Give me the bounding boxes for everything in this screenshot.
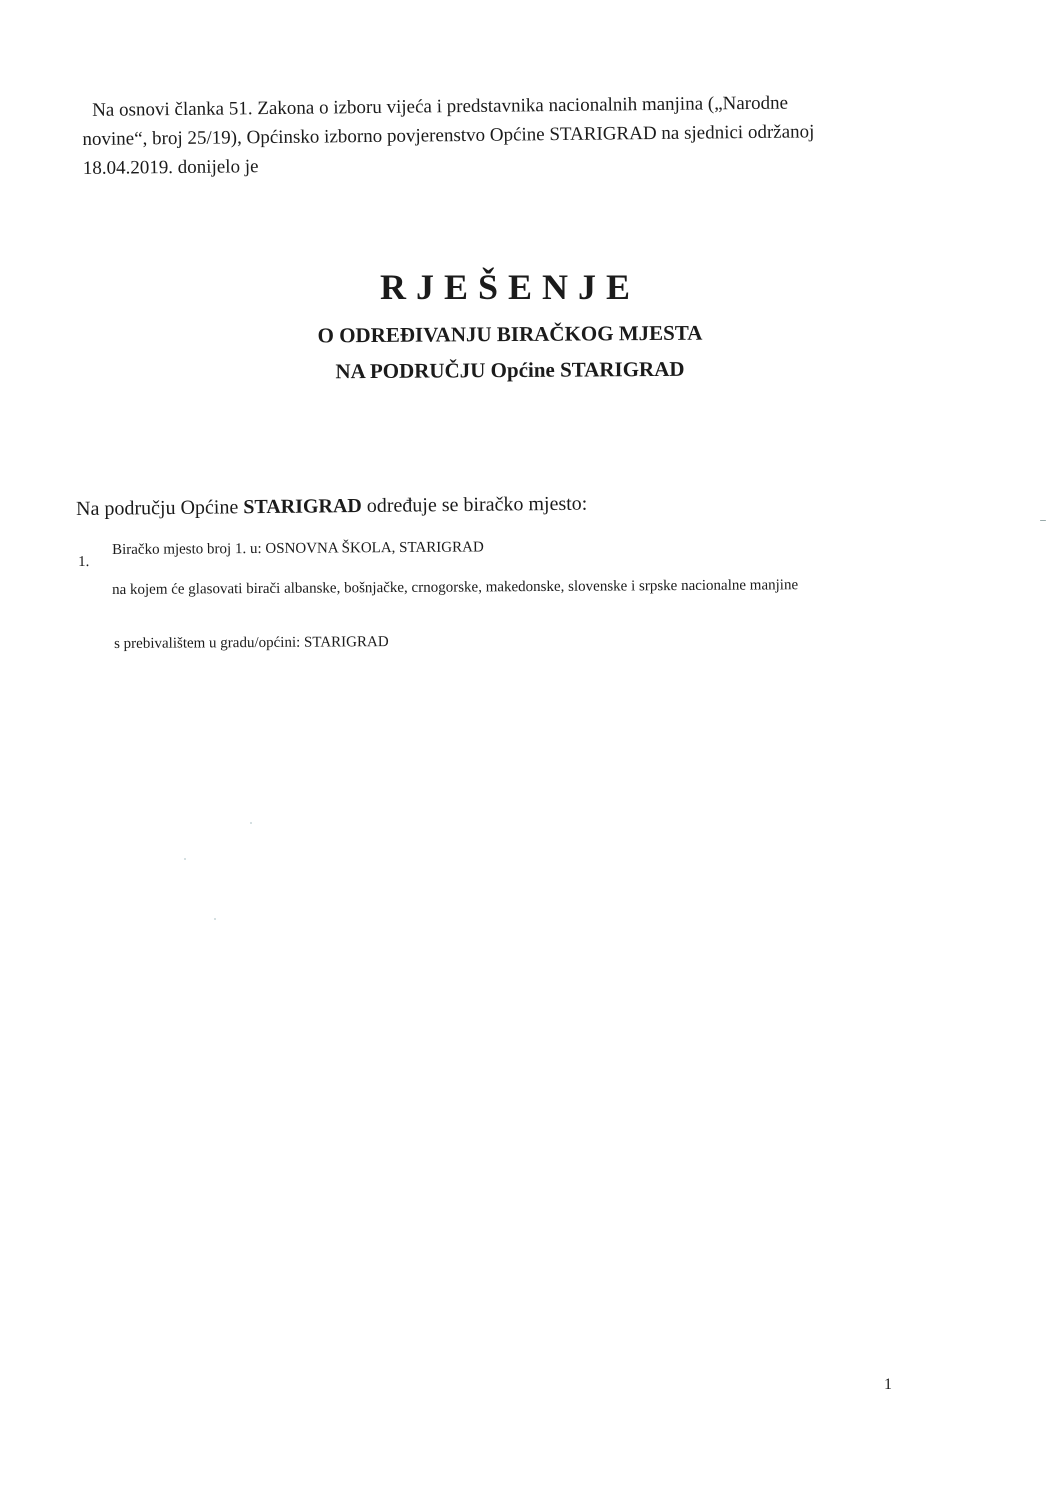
document-subtitle-2: NA PODRUČJU Općine STARIGRAD (335, 356, 685, 384)
list-item-number: 1. (78, 553, 90, 570)
list-item-residence: s prebivalištem u gradu/općini: STARIGRAD (114, 634, 389, 652)
scan-speck (250, 822, 252, 824)
scan-speck (184, 858, 186, 860)
intro-line-2: novine“, broj 25/19), Općinsko izborno povjerenstvo Općine STARIGRAD na sjednici održanoj (82, 121, 815, 150)
intro-line-3: 18.04.2019. donijelo je (82, 156, 259, 179)
lead-sentence (76, 493, 587, 521)
page-number: 1 (884, 1376, 892, 1393)
lead-prefix: Na području Općine (76, 496, 239, 520)
list-item-polling-station: Biračko mjesto broj 1. u: OSNOVNA ŠKOLA, STARIGRAD (112, 539, 484, 558)
list-item-voters: na kojem će glasovati birači albanske, bošnjačke, crnogorske, makedonske, slovenske i srpske nacionalne manjine (112, 577, 799, 598)
document-title: RJEŠENJE (379, 267, 641, 307)
intro-line-1: Na osnovi članka 51. Zakona o izboru vijeća i predstavnika nacionalnih manjina („Narodne (92, 92, 789, 121)
lead-suffix: određuje se biračko mjesto: (366, 492, 588, 517)
document-subtitle-1: O ODREĐIVANJU BIRAČKOG MJESTA (317, 320, 703, 348)
intro-paragraph (82, 87, 945, 183)
scan-speck (1040, 520, 1046, 521)
scan-speck (214, 918, 216, 920)
lead-municipality: STARIGRAD (243, 495, 362, 519)
